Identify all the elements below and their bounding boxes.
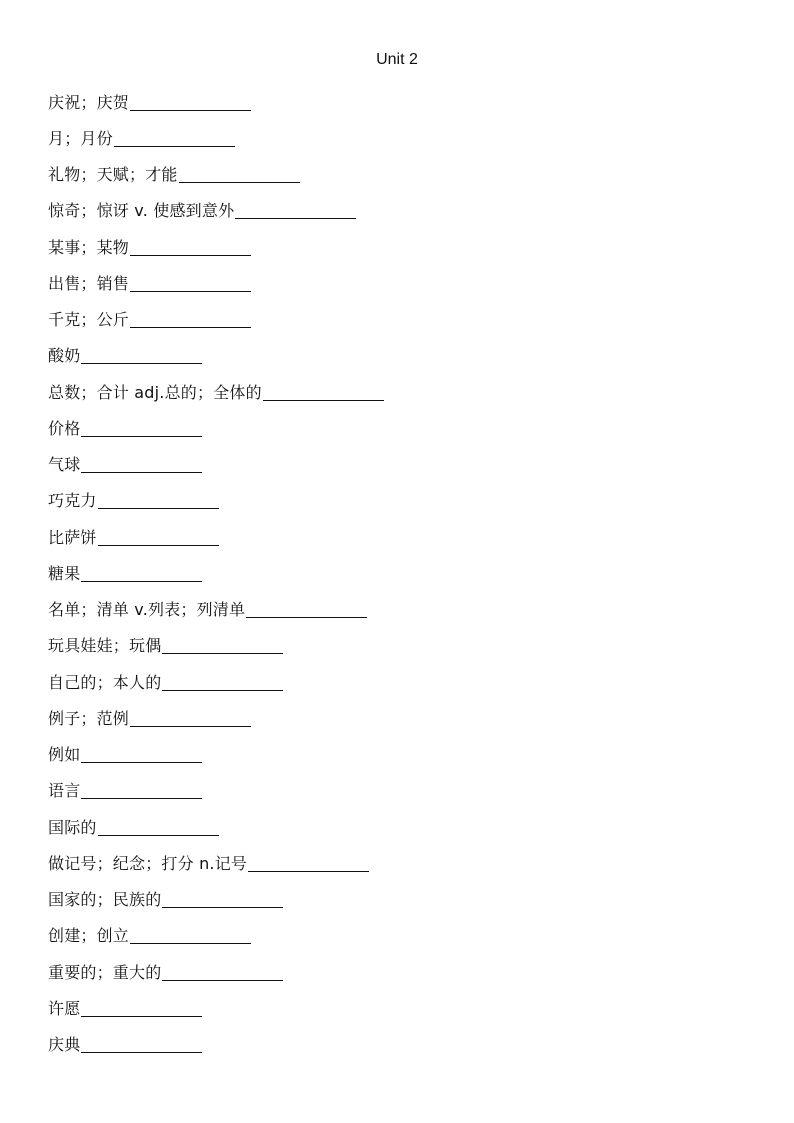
answer-blank[interactable] [130, 925, 251, 944]
answer-blank[interactable] [130, 92, 251, 111]
vocab-prompt: 比萨饼 [48, 527, 97, 547]
vocab-row [48, 917, 748, 953]
vocab-prompt: 某事；某物 [48, 237, 130, 257]
vocab-prompt: 例子；范例 [48, 708, 130, 728]
vocab-prompt: 酸奶 [48, 346, 81, 366]
vocab-prompt: 许愿 [48, 998, 81, 1018]
vocab-row [48, 409, 748, 445]
answer-blank[interactable] [81, 744, 202, 763]
vocab-row [48, 518, 748, 554]
vocab-prompt: 千克；公斤 [48, 310, 130, 330]
vocab-row [48, 156, 748, 192]
answer-blank[interactable] [263, 382, 384, 401]
answer-blank[interactable] [162, 962, 283, 981]
vocab-row [48, 119, 748, 155]
vocab-prompt: 玩具娃娃；玩偶 [48, 636, 162, 656]
vocab-prompt: 惊奇；惊讶 v. 使感到意外 [48, 201, 235, 221]
vocab-row [48, 264, 748, 300]
vocab-row [48, 301, 748, 337]
vocab-row [48, 1026, 748, 1062]
answer-blank[interactable] [81, 563, 202, 582]
answer-blank[interactable] [162, 889, 283, 908]
vocab-row [48, 627, 748, 663]
vocab-prompt: 自己的；本人的 [48, 672, 162, 692]
vocab-row [48, 989, 748, 1025]
answer-blank[interactable] [81, 780, 202, 799]
vocab-row [48, 83, 748, 119]
answer-blank[interactable] [130, 237, 251, 256]
vocab-prompt: 月；月份 [48, 128, 113, 148]
vocab-prompt: 重要的；重大的 [48, 962, 162, 982]
vocab-row [48, 591, 748, 627]
answer-blank[interactable] [162, 635, 283, 654]
vocab-row [48, 554, 748, 590]
vocab-row [48, 953, 748, 989]
answer-blank[interactable] [130, 309, 251, 328]
vocab-prompt: 气球 [48, 455, 81, 475]
vocab-row [48, 482, 748, 518]
vocab-row [48, 808, 748, 844]
answer-blank[interactable] [81, 418, 202, 437]
vocab-row [48, 772, 748, 808]
vocab-prompt: 创建；创立 [48, 926, 130, 946]
vocab-prompt: 做记号；纪念；打分 n.记号 [48, 853, 248, 873]
answer-blank[interactable] [81, 345, 202, 364]
vocabulary-list [48, 83, 748, 1062]
vocab-prompt: 国家的；民族的 [48, 890, 162, 910]
answer-blank[interactable] [81, 998, 202, 1017]
vocab-row [48, 736, 748, 772]
vocab-prompt: 庆典 [48, 1035, 81, 1055]
answer-blank[interactable] [130, 708, 251, 727]
vocab-row [48, 844, 748, 880]
vocab-prompt: 价格 [48, 418, 81, 438]
answer-blank[interactable] [130, 273, 251, 292]
answer-blank[interactable] [98, 817, 219, 836]
vocab-prompt: 糖果 [48, 563, 81, 583]
vocab-row [48, 663, 748, 699]
vocab-prompt: 语言 [48, 781, 81, 801]
vocab-row [48, 337, 748, 373]
answer-blank[interactable] [235, 200, 356, 219]
vocab-prompt: 例如 [48, 745, 81, 765]
vocab-row [48, 228, 748, 264]
vocab-prompt: 巧克力 [48, 491, 97, 511]
vocab-row [48, 373, 748, 409]
vocab-row [48, 699, 748, 735]
answer-blank[interactable] [248, 853, 369, 872]
answer-blank[interactable] [246, 599, 367, 618]
vocab-prompt: 礼物；天赋；才能 [48, 165, 178, 185]
vocab-row [48, 192, 748, 228]
vocab-prompt: 名单；清单 v.列表；列清单 [48, 600, 246, 620]
answer-blank[interactable] [98, 490, 219, 509]
vocab-prompt: 国际的 [48, 817, 97, 837]
vocab-prompt: 总数；合计 adj.总的；全体的 [48, 382, 262, 402]
vocab-prompt: 庆祝；庆贺 [48, 92, 130, 112]
vocab-prompt: 出售；销售 [48, 273, 130, 293]
vocab-row [48, 446, 748, 482]
answer-blank[interactable] [81, 454, 202, 473]
page-title: Unit 2 [376, 51, 418, 68]
answer-blank[interactable] [81, 1034, 202, 1053]
answer-blank[interactable] [162, 672, 283, 691]
answer-blank[interactable] [114, 128, 235, 147]
answer-blank[interactable] [98, 527, 219, 546]
vocab-row [48, 881, 748, 917]
answer-blank[interactable] [179, 164, 300, 183]
